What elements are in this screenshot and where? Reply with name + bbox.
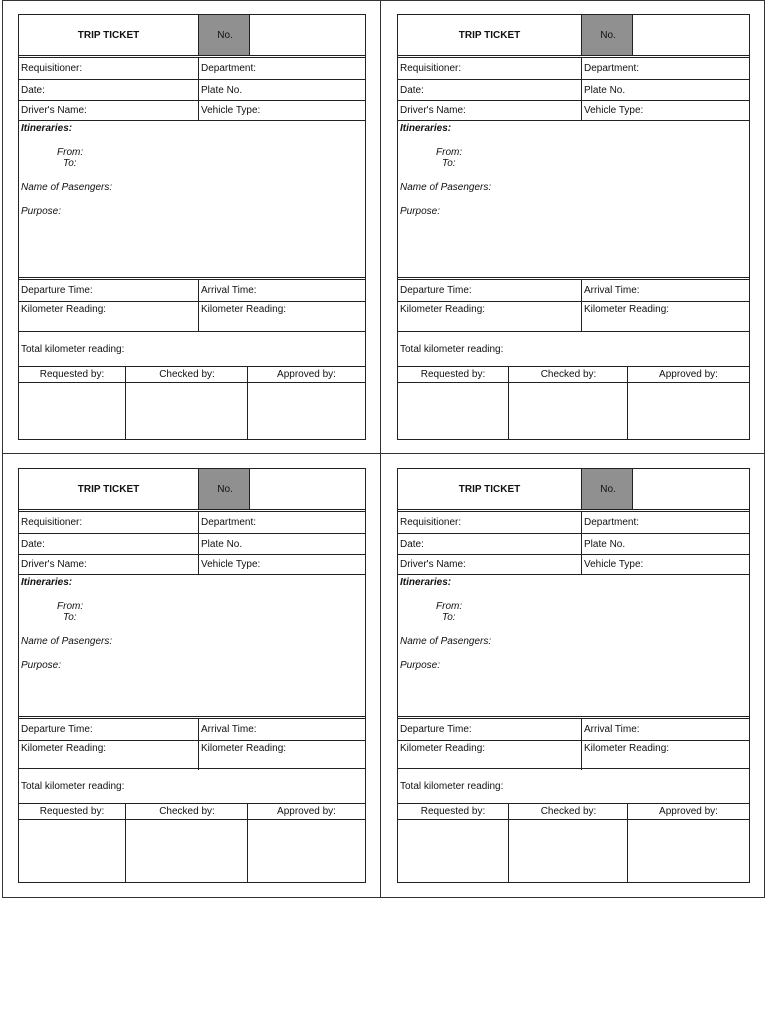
itineraries-label: Itineraries: <box>400 577 452 588</box>
km-reading-start-label: Kilometer Reading: <box>400 304 486 315</box>
total-km-label: Total kilometer reading: <box>21 780 125 792</box>
signature-header-row <box>19 803 365 820</box>
driver-row <box>398 100 749 120</box>
km-reading-end-label: Kilometer Reading: <box>198 302 365 331</box>
approved-by-signature-box[interactable] <box>247 820 365 882</box>
requisitioner-row <box>19 509 365 533</box>
departure-time-label: Departure Time: <box>21 285 93 296</box>
approved-by-signature-box[interactable] <box>247 383 365 439</box>
requisitioner-label: Requisitioner: <box>21 63 83 74</box>
requested-by-label: Requested by: <box>39 369 105 380</box>
to-label: To: <box>442 158 456 169</box>
drivers-name-label: Driver's Name: <box>400 559 466 570</box>
purpose-label: Purpose: <box>400 206 441 217</box>
plate-no-label: Plate No. <box>198 80 365 100</box>
km-row <box>398 740 749 770</box>
km-reading-start-label: Kilometer Reading: <box>400 743 486 754</box>
requested-by-label: Requested by: <box>420 369 486 380</box>
checked-by-label: Checked by: <box>125 804 248 819</box>
km-reading-start-label: Kilometer Reading: <box>21 743 107 754</box>
trip-ticket <box>397 468 750 883</box>
approved-by-signature-box[interactable] <box>627 383 749 439</box>
departure-time-label: Departure Time: <box>21 724 93 735</box>
time-row <box>19 716 365 740</box>
checked-by-label: Checked by: <box>125 367 248 382</box>
km-row <box>398 301 749 331</box>
requisitioner-row <box>19 55 365 79</box>
itinerary-block <box>398 120 749 277</box>
to-label: To: <box>442 612 456 623</box>
date-row <box>398 79 749 100</box>
time-row <box>19 277 365 301</box>
total-km-row <box>19 768 365 803</box>
signature-boxes-row <box>19 820 365 882</box>
date-label: Date: <box>21 538 45 550</box>
km-row <box>19 301 365 331</box>
requisitioner-label: Requisitioner: <box>21 517 83 528</box>
drivers-name-label: Driver's Name: <box>21 105 87 116</box>
time-row <box>398 716 749 740</box>
signature-boxes-row <box>398 820 749 882</box>
date-label: Date: <box>400 538 424 550</box>
cut-line-vertical <box>380 0 381 898</box>
drivers-name-label: Driver's Name: <box>400 105 466 116</box>
department-label: Department: <box>198 58 365 79</box>
trip-ticket <box>397 14 750 440</box>
drivers-name-label: Driver's Name: <box>21 559 87 570</box>
signature-boxes-row <box>398 383 749 439</box>
requested-by-label: Requested by: <box>39 806 105 817</box>
purpose-label: Purpose: <box>21 206 62 217</box>
km-reading-end-label: Kilometer Reading: <box>581 302 749 331</box>
from-label: From: <box>436 601 463 612</box>
signature-header-row <box>398 366 749 383</box>
plate-no-label: Plate No. <box>581 534 749 554</box>
itinerary-block <box>398 574 749 716</box>
department-label: Department: <box>198 512 365 533</box>
itinerary-block <box>19 120 365 277</box>
checked-by-signature-box[interactable] <box>125 383 250 439</box>
approved-by-label: Approved by: <box>247 367 365 382</box>
checked-by-label: Checked by: <box>508 367 628 382</box>
ticket-title: TRIP TICKET <box>77 29 140 41</box>
ticket-title: TRIP TICKET <box>77 483 140 495</box>
itineraries-label: Itineraries: <box>21 123 73 134</box>
km-reading-start-label: Kilometer Reading: <box>21 304 107 315</box>
requested-by-label: Requested by: <box>420 806 486 817</box>
km-reading-end-label: Kilometer Reading: <box>581 741 749 770</box>
requisitioner-label: Requisitioner: <box>400 517 462 528</box>
total-km-label: Total kilometer reading: <box>400 780 504 792</box>
to-label: To: <box>63 612 77 623</box>
passengers-label: Name of Pasengers: <box>400 182 492 193</box>
date-row <box>19 79 365 100</box>
ticket-header <box>398 469 749 509</box>
total-km-label: Total kilometer reading: <box>21 343 125 355</box>
vehicle-type-label: Vehicle Type: <box>581 101 749 120</box>
signature-header-row <box>398 803 749 820</box>
total-km-row <box>19 331 365 366</box>
checked-by-signature-box[interactable] <box>508 383 630 439</box>
km-row <box>19 740 365 770</box>
date-label: Date: <box>400 84 424 96</box>
requested-by-signature-box[interactable] <box>398 383 510 439</box>
total-km-row <box>398 331 749 366</box>
ticket-title: TRIP TICKET <box>458 29 521 41</box>
from-label: From: <box>57 147 84 158</box>
ticket-header <box>19 15 365 55</box>
ticket-header <box>398 15 749 55</box>
date-label: Date: <box>21 84 45 96</box>
total-km-row <box>398 768 749 803</box>
ticket-header <box>19 469 365 509</box>
approved-by-label: Approved by: <box>247 804 365 819</box>
ticket-number-label: No. <box>581 469 633 509</box>
driver-row <box>19 100 365 120</box>
driver-row <box>398 554 749 574</box>
ticket-number-label: No. <box>198 469 250 509</box>
ticket-number-label: No. <box>198 15 250 55</box>
department-label: Department: <box>581 58 749 79</box>
requisitioner-row <box>398 55 749 79</box>
requested-by-signature-box[interactable] <box>398 820 510 882</box>
signature-header-row <box>19 366 365 383</box>
requested-by-signature-box[interactable] <box>19 820 127 882</box>
driver-row <box>19 554 365 574</box>
from-label: From: <box>436 147 463 158</box>
requisitioner-label: Requisitioner: <box>400 63 462 74</box>
arrival-time-label: Arrival Time: <box>581 280 749 301</box>
trip-ticket <box>18 14 366 440</box>
total-km-label: Total kilometer reading: <box>400 343 504 355</box>
from-label: From: <box>57 601 84 612</box>
plate-no-label: Plate No. <box>581 80 749 100</box>
arrival-time-label: Arrival Time: <box>581 719 749 740</box>
checked-by-signature-box[interactable] <box>125 820 250 882</box>
plate-no-label: Plate No. <box>198 534 365 554</box>
time-row <box>398 277 749 301</box>
departure-time-label: Departure Time: <box>400 724 472 735</box>
vehicle-type-label: Vehicle Type: <box>198 101 365 120</box>
vehicle-type-label: Vehicle Type: <box>581 555 749 574</box>
km-reading-end-label: Kilometer Reading: <box>198 741 365 770</box>
to-label: To: <box>63 158 77 169</box>
passengers-label: Name of Pasengers: <box>21 636 113 647</box>
date-row <box>19 533 365 554</box>
arrival-time-label: Arrival Time: <box>198 719 365 740</box>
passengers-label: Name of Pasengers: <box>400 636 492 647</box>
requisitioner-row <box>398 509 749 533</box>
checked-by-signature-box[interactable] <box>508 820 630 882</box>
department-label: Department: <box>581 512 749 533</box>
passengers-label: Name of Pasengers: <box>21 182 113 193</box>
ticket-number-label: No. <box>581 15 633 55</box>
itineraries-label: Itineraries: <box>21 577 73 588</box>
checked-by-label: Checked by: <box>508 804 628 819</box>
arrival-time-label: Arrival Time: <box>198 280 365 301</box>
approved-by-label: Approved by: <box>627 804 749 819</box>
cut-line-horizontal <box>2 453 765 454</box>
signature-boxes-row <box>19 383 365 439</box>
itinerary-block <box>19 574 365 716</box>
date-row <box>398 533 749 554</box>
approved-by-label: Approved by: <box>627 367 749 382</box>
ticket-title: TRIP TICKET <box>458 483 521 495</box>
approved-by-signature-box[interactable] <box>627 820 749 882</box>
departure-time-label: Departure Time: <box>400 285 472 296</box>
trip-ticket <box>18 468 366 883</box>
purpose-label: Purpose: <box>400 660 441 671</box>
requested-by-signature-box[interactable] <box>19 383 127 439</box>
vehicle-type-label: Vehicle Type: <box>198 555 365 574</box>
purpose-label: Purpose: <box>21 660 62 671</box>
itineraries-label: Itineraries: <box>400 123 452 134</box>
